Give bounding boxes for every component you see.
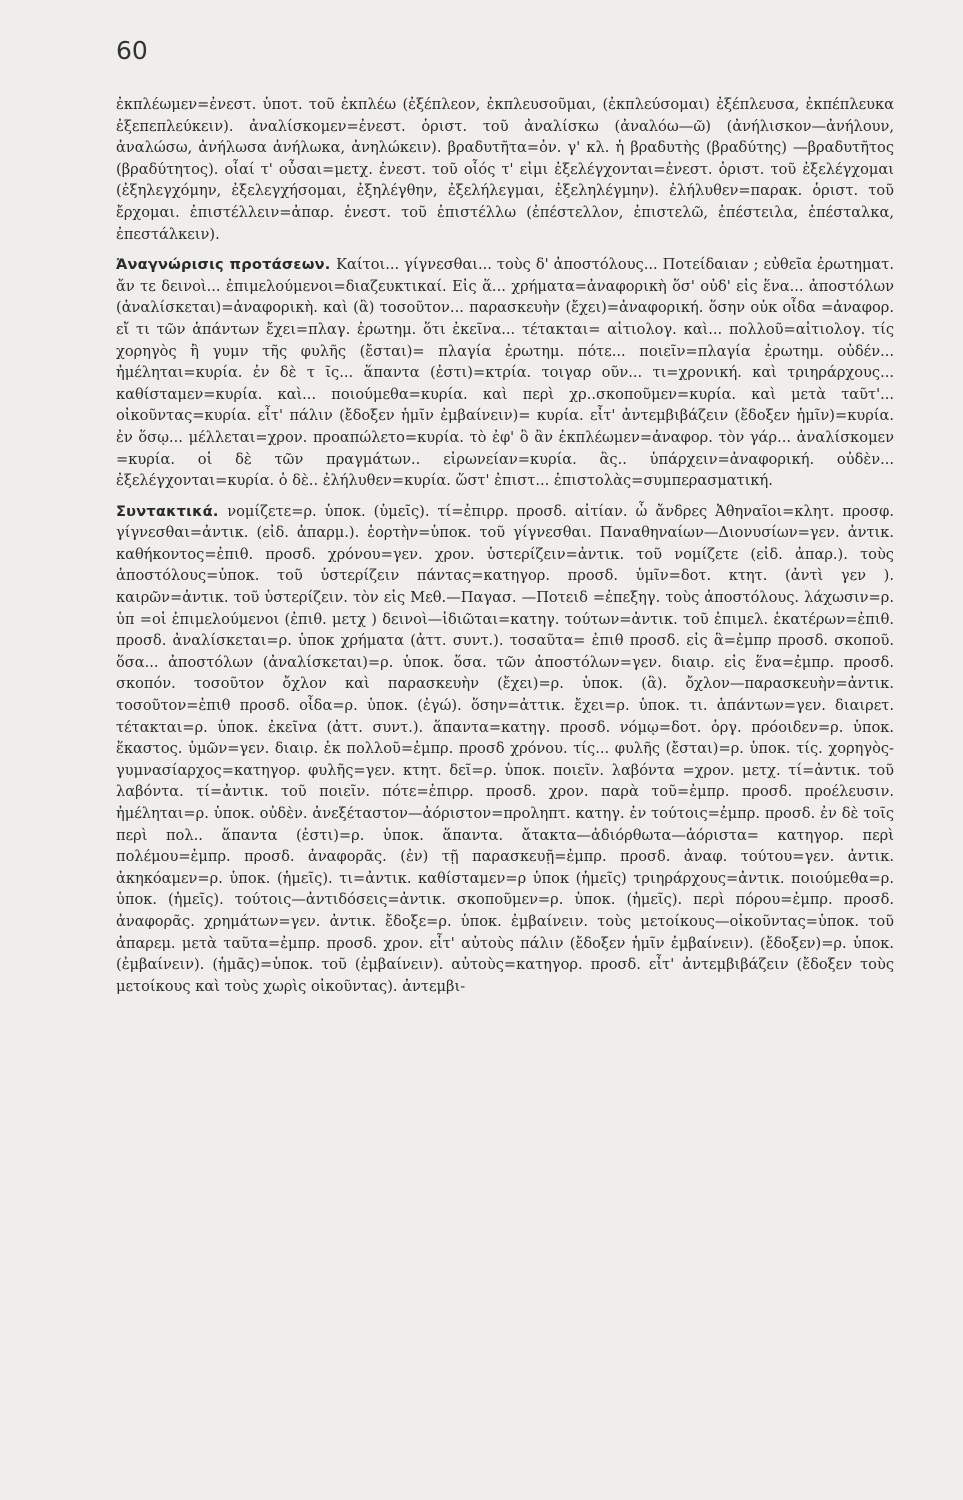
page-body (116, 94, 894, 997)
syntax-heading: Συντακτικά. (116, 502, 228, 520)
vocabulary-text: ἐκπλέωμεν=ἐνεστ. ὑποτ. τοῦ ἐκπλέω (ἐξέπλεον, ἐκπλευσοῦμαι, (ἐκπλεύσομαι) ἐξέπλευσα, ἐκπέπλευκα ἐξεπεπλεύκειν). ἀναλίσκομεν=ἐνεστ. ὁριστ. τοῦ ἀναλίσκω (ἀναλόω—ῶ) (ἀνήλισκον—ἀνήλουν, ἀναλώσω, ἀνήλωσα ἀνήλωκα, ἀνηλώκειν). βραδυτῆτα=ὀν. γ' κλ. ἡ βραδυτὴς (βραδύτης) —βραδυτῆτος (βραδύτητος). οἷαί τ' οὖσαι=μετχ. ἐνεστ. τοῦ οἷός τ' εἰμι ἐξελέγχονται=ἐνεστ. ὁριστ. τοῦ ἐξελέγχομαι (ἐξηλεγχόμην, ἐξελεγχήσομαι, ἐξηλέγθην, ἐξελήλεγμαι, ἐξεληλέγμην). ἐλήλυθεν=παρακ. ὁριστ. τοῦ ἔρχομαι. ἐπιστέλλειν=ἀπαρ. ἐνεστ. τοῦ ἐπιστέλλω (ἐπέστελλον, ἐπιστελῶ, ἐπέστειλα, ἐπέσταλκα, ἐπεστάλκειν). (116, 96, 894, 243)
sentence-recognition-text: Καίτοι... γίγνεσθαι... τοὺς δ' ἀποστόλους... Ποτείδαιαν ; εὐθεῖα ἐρωτηματ. ἄν τε δεινοὶ... ἐπιμελούμενοι=διαζευκτικαί. Εἰς ἅ... χρήματα=ἀναφορικὴ ὅσ' οὐδ' εἰς ἕνα... ἀποστόλων (ἀναλίσκεται)=ἀναφορικὴ. καὶ (ἃ) τοσοῦτον... παρασκευὴν (ἔχει)=ἀναφορική. ὅσην οὐκ οἶδα =ἀναφορ. εἴ τι τῶν ἁπάντων ἔχει=πλαγ. ἐρωτημ. ὅτι ἐκεῖνα... τέτακται= αἰτιολογ. καὶ... πολλοῦ=αἰτιολογ. τίς χορηγὸς ἢ γυμν τῆς φυλῆς (ἔσται)= πλαγία ἐρωτημ. πότε... ποιεῖν=πλαγία ἐρωτημ. οὐδέν... ἠμέληται=κυρία. ἐν δὲ τ ῖς... ἅπαντα (ἐστι)=κτρία. τοιγαρ οῦν... τι=χρονική. καὶ τριηράρχους... καθίσταμεν=κυρία. καὶ... ποιούμεθα=κυρία. καὶ περὶ χρ..σκοποῦμεν=κυρία. καὶ μετὰ ταῦτ'... οἰκοῦντας=κυρία. εἶτ' πάλιν (ἔδοξεν ἡμῖν ἐμβαίνειν)= κυρία. εἶτ' ἀντεμβιβάζειν (ἔδοξεν ἡμῖν)=κυρία. ἐν ὅσῳ... μέλλεται=χρον. προαπώλετο=κυρία. τὸ ἐφ' ὃ ἂν ἐκπλέωμεν=ἀναφορ. τὸν γάρ... ἀναλίσκομεν =κυρία. οἱ δὲ τῶν πραγμάτων.. εἰρωνείαν=κυρία. ἂς.. ὑπάρχειν=ἀναφορική. οὐδὲν... ἐξελέγχονται=κυρία. ὁ δὲ.. ἐλήλυθεν=κυρία. ὥστ' ἐπιστ... ἐπιστολὰς=συμπερασματική. (116, 256, 895, 490)
page-number: 60 (116, 36, 148, 65)
vocabulary-paragraph (116, 94, 894, 245)
syntax-paragraph (116, 501, 894, 998)
syntax-text: νομίζετε=ρ. ὑποκ. (ὑμεῖς). τί=ἐπιρρ. προσδ. αἰτίαν. ὦ ἄνδρες Ἀθηναῖοι=κλητ. προσφ. γίγνεσθαι=ἀντικ. (εἰδ. ἀπαρμ.). ἑορτὴν=ὑποκ. τοῦ γίγνεσθαι. Παναθηναίων—Διονυσίων=γεν. ἀντικ. καθήκοντος=ἐπιθ. προσδ. χρόνου=γεν. χρον. ὑστερίζειν=ἀντικ. τοῦ νομίζετε (εἰδ. ἀπαρ.). τοὺς ἀποστόλους=ὑποκ. τοῦ ὑστερίζειν πάντας=κατηγορ. προσδ. ὑμῖν=δοτ. κτητ. (ἀντὶ γεν ). καιρῶν=ἀντικ. τοῦ ὑστερίζειν. τὸν εἰς Μεθ.—Παγασ. —Ποτειδ =ἐπεξηγ. τοὺς ἀποστόλους. λάχωσιν=ρ. ὑπ =οἱ ἐπιμελούμενοι (ἐπιθ. μετχ ) δεινοὶ—ἰδιῶται=κατηγ. τούτων=ἀντικ. τοῦ ἐπιμελ. ἑκατέρων=ἐπιθ. προσδ. ἀναλίσκεται=ρ. ὑποκ χρήματα (ἀττ. συντ.). τοσαῦτα= ἐπιθ προσδ. εἰς ἃ=ἐμπρ προσδ. σκοποῦ. ὅσα... ἀποστόλων (ἀναλίσκεται)=ρ. ὑποκ. ὅσα. τῶν ἀποστόλων=γεν. διαιρ. εἰς ἕνα=ἐμπρ. προσδ. σκοπόν. τοσοῦτον ὄχλον καὶ παρασκευὴν (ἔχει)=ρ. ὑποκ. (ἃ). ὄχλον—παρασκευὴν=ἀντικ. τοσοῦτον=ἐπιθ προσδ. οἶδα=ρ. ὑποκ. (ἐγώ). ὅσην=ἀττικ. ἔχει=ρ. ὑποκ. τι. ἁπάντων=γεν. διαιρετ. τέτακται=ρ. ὑποκ. ἐκεῖνα (ἀττ. συντ.). ἅπαντα=κατηγ. προσδ. νόμῳ=δοτ. ὀργ. πρόοιδεν=ρ. ὑποκ. ἕκαστος. ὑμῶν=γεν. διαιρ. ἐκ πολλοῦ=ἐμπρ. προσδ χρόνου. τίς... φυλῆς (ἔσται)=ρ. ὑποκ. τίς. χορηγὸς-γυμνασίαρχος=κατηγορ. φυλῆς=γεν. κτητ. δεῖ=ρ. ὑποκ. ποιεῖν. λαβόντα =χρον. μετχ. τί=ἀντικ. τοῦ λαβόντα. τί=ἀντικ. τοῦ ποιεῖν. πότε=ἐπιρρ. προσδ. χρον. παρὰ τοῦ=ἐμπρ. προσδ. προέλευσιν. ἠμέληται=ρ. ὑποκ. οὐδὲν. ἀνεξέταστον—ἀόριστον=προληπτ. κατηγ. ἐν τούτοις=ἐμπρ. προσδ. ἐν δὲ τοῖς περὶ πολ.. ἅπαντα (ἐστι)=ρ. ὑποκ. ἅπαντα. ἄτακτα—ἀδιόρθωτα—ἀόριστα= κατηγορ. περὶ πολέμου=ἐμπρ. προσδ. ἀναφορᾶς. (ἐν) τῇ παρασκευῇ=ἐμπρ. προσδ. ἀναφ. τούτου=γεν. ἀντικ. ἀκηκόαμεν=ρ. ὑποκ. (ἡμεῖς). τι=ἀντικ. καθίσταμεν=ρ ὑποκ (ἡμεῖς) τριηράρχους=ἀντικ. ποιούμεθα=ρ. ὑποκ. (ἡμεῖς). τούτοις—ἀντιδόσεις=ἀντικ. σκοποῦμεν=ρ. ὑποκ. (ἡμεῖς). περὶ πόρου=ἐμπρ. προσδ. ἀναφορᾶς. χρημάτων=γεν. ἀντικ. ἔδοξε=ρ. ὑποκ. ἐμβαίνειν. τοὺς μετοίκους—οἰκοῦντας=ὑποκ. τοῦ ἀπαρεμ. μετὰ ταῦτα=ἐμπρ. προσδ. χρον. εἶτ' αὐτοὺς πάλιν (ἔδοξεν ἡμῖν ἐμβαίνειν). (ἔδοξεν)=ρ. ὑποκ. (ἐμβαίνειν). (ἡμᾶς)=ὑποκ. τοῦ (ἐμβαίνειν). αὐτοὺς=κατηγορ. προσδ. εἶτ' ἀντεμβιβάζειν (ἔδοξεν τοὺς μετοίκους καὶ τοὺς χωρὶς οἰκοῦντας). ἀντεμβι- (116, 502, 894, 995)
sentence-recognition-paragraph (116, 254, 894, 492)
sentence-recognition-heading: Ἀναγνώρισις προτάσεων. (116, 256, 337, 274)
